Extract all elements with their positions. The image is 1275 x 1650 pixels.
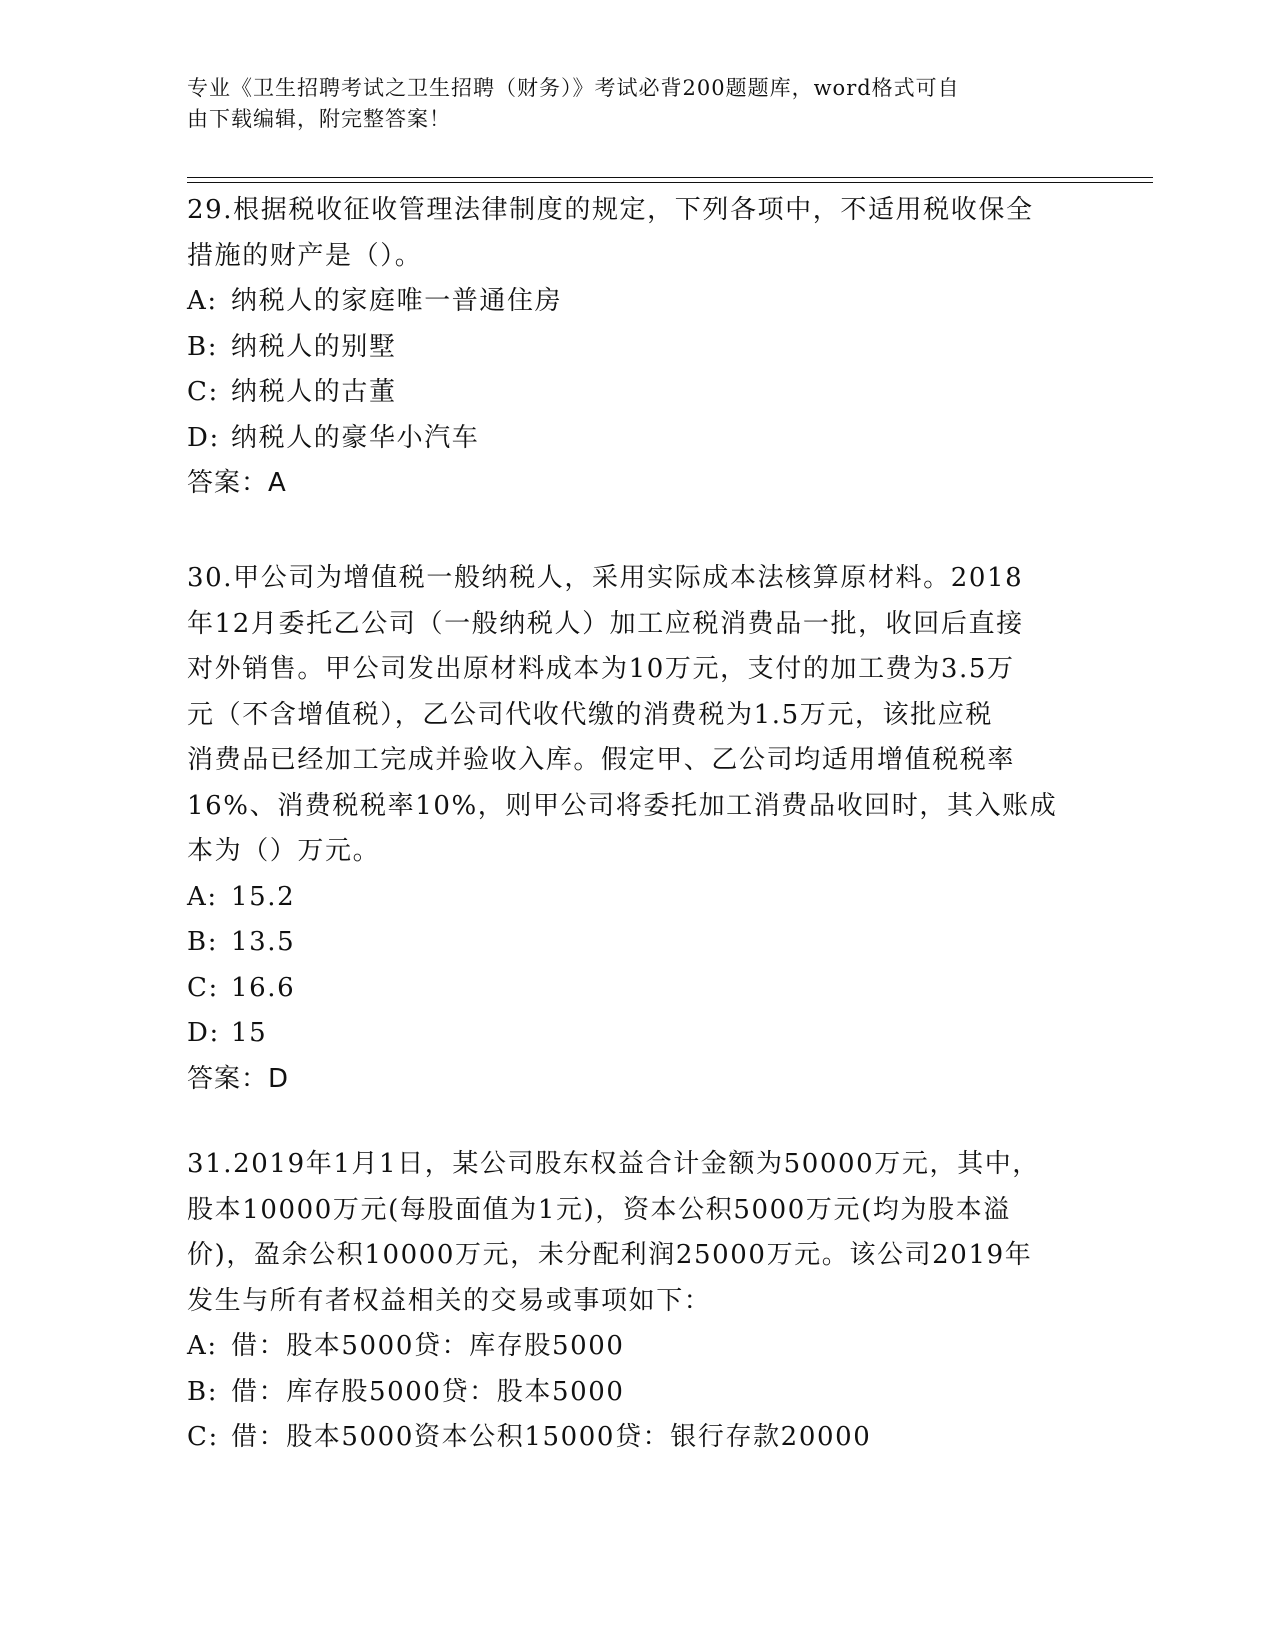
header-line: 专业《卫生招聘考试之卫生招聘（财务）》考试必背200题题库，word格式可自 (187, 76, 960, 100)
option-a (187, 279, 1087, 325)
answer-line: 答案：A (187, 468, 287, 498)
option-key: A: (187, 881, 218, 912)
question-stem-line: 本为（）万元。 (187, 836, 381, 866)
option-key: C: (187, 1422, 219, 1452)
question-stem-line: 元（不含增值税），乙公司代收代缴的消费税为1.5万元，该批应税 (187, 699, 993, 730)
option-text: 16.6 (231, 972, 296, 1003)
header-line: 由下载编辑，附完整答案！ (187, 107, 451, 131)
option-key: C: (187, 377, 219, 407)
question-stem-line: 年12月委托乙公司（一般纳税人）加工应税消费品一批，收回后直接 (187, 608, 1024, 639)
question-31 (187, 1142, 1087, 1461)
option-key: A: (187, 286, 218, 316)
option-key: C: (187, 972, 219, 1003)
question-30 (187, 556, 1087, 1102)
option-text: 纳税人的别墅 (231, 331, 397, 362)
option-text: 借：库存股5000贷：股本5000 (231, 1376, 625, 1407)
option-text: 纳税人的家庭唯一普通住房 (231, 286, 563, 316)
option-b (187, 325, 1087, 371)
question-stem-line: 价)，盈余公积10000万元，未分配利润25000万元。该公司2019年 (187, 1240, 1033, 1270)
option-d (187, 416, 1087, 462)
question-stem-line: 股本10000万元(每股面值为1元)，资本公积5000万元(均为股本溢 (187, 1194, 1011, 1225)
option-c (187, 966, 1087, 1012)
option-text: 纳税人的豪华小汽车 (231, 422, 480, 453)
question-stem-line: 对外销售。甲公司发出原材料成本为10万元，支付的加工费为3.5万 (187, 654, 1015, 684)
question-stem-line: 30.甲公司为增值税一般纳税人，采用实际成本法核算原材料。2018 (187, 563, 1024, 593)
option-key: B: (187, 927, 219, 957)
option-c (187, 1415, 1087, 1461)
option-b (187, 920, 1087, 966)
option-text: 13.5 (231, 927, 296, 957)
option-c (187, 370, 1087, 416)
option-key: B: (187, 331, 219, 362)
option-text: 借：股本5000贷：库存股5000 (231, 1331, 625, 1361)
option-text: 15.2 (231, 881, 296, 912)
option-key: A: (187, 1331, 218, 1361)
question-stem-line: 消费品已经加工完成并验收入库。假定甲、乙公司均适用增值税税率 (187, 745, 1016, 775)
option-a (187, 875, 1087, 921)
option-key: B: (187, 1376, 219, 1407)
option-text: 借：股本5000资本公积15000贷：银行存款20000 (231, 1422, 872, 1452)
question-stem-line: 16%、消费税税率10%，则甲公司将委托加工消费品收回时，其入账成 (187, 790, 1058, 821)
option-b (187, 1370, 1087, 1416)
option-a (187, 1324, 1087, 1370)
document-header (187, 73, 1067, 135)
option-key: D: (187, 1018, 220, 1048)
option-key: D: (187, 422, 220, 453)
question-stem-line: 29.根据税收征收管理法律制度的规定，下列各项中，不适用税收保全 (187, 195, 1034, 225)
question-stem-line: 发生与所有者权益相关的交易或事项如下： (187, 1285, 712, 1316)
question-29 (187, 188, 1087, 507)
header-divider (187, 182, 1153, 183)
question-stem-line: 措施的财产是（）。 (187, 240, 423, 271)
option-text: 15 (231, 1018, 268, 1048)
answer-line: 答案：D (187, 1063, 290, 1094)
option-text: 纳税人的古董 (231, 377, 397, 407)
header-divider (187, 177, 1153, 178)
option-d (187, 1011, 1087, 1057)
question-stem-line: 31.2019年1月1日，某公司股东权益合计金额为50000万元，其中， (187, 1149, 1040, 1179)
